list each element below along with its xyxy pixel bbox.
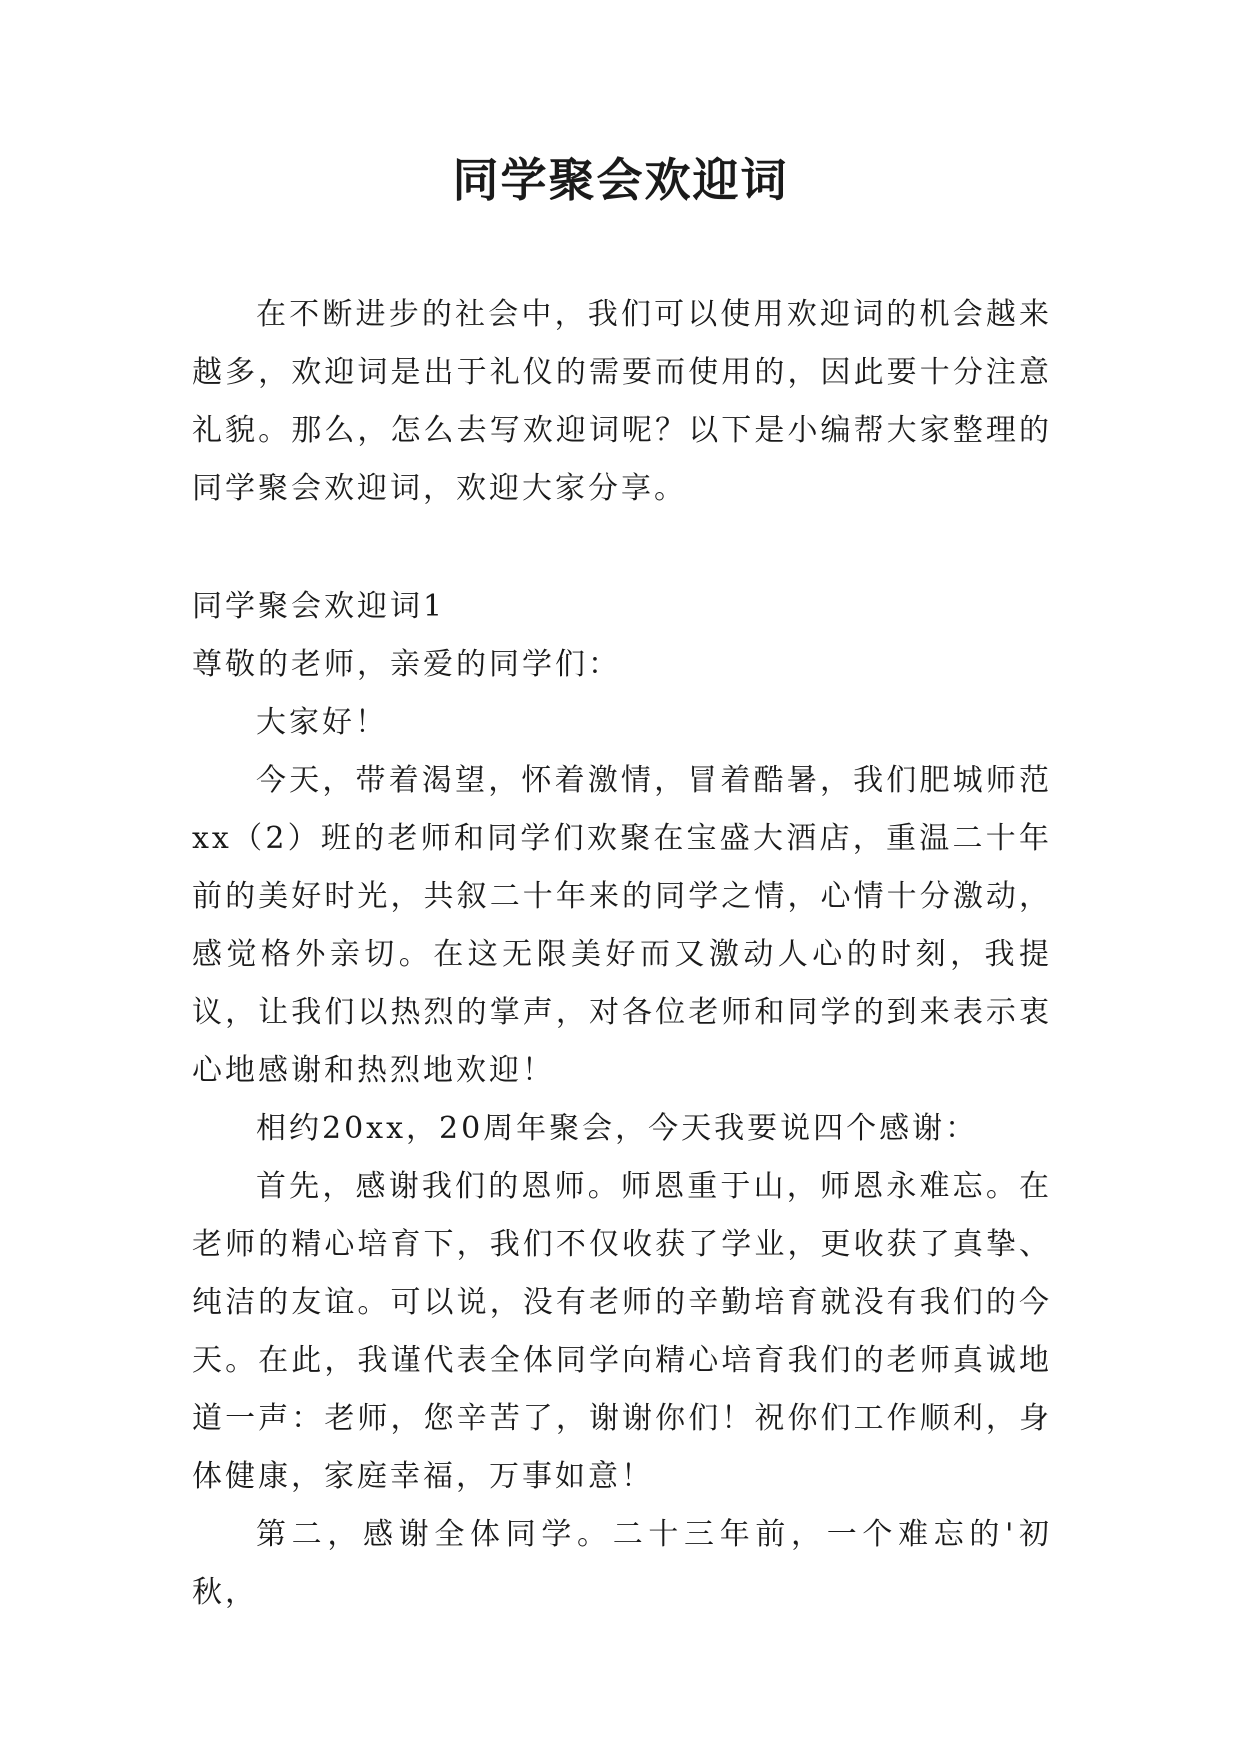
body-paragraph: 相约20xx，20周年聚会，今天我要说四个感谢： <box>256 1111 979 1146</box>
section-heading: 同学聚会欢迎词1 <box>192 589 446 624</box>
salutation: 尊敬的老师，亲爱的同学们： <box>192 647 621 682</box>
intro-block <box>192 286 1052 518</box>
body-paragraph: 首先，感谢我们的恩师。师恩重于山，师恩永难忘。在老师的精心培育下，我们不仅收获了学业，更收获了真挚、纯洁的友谊。可以说，没有老师的辛勤培育就没有我们的今天。在此，我谨代表全体同学向精心培育我们的老师真诚地道一声：老师，您辛苦了，谢谢你们！祝你们工作顺利，身体健康，家庭幸福，万事如意！ <box>192 1169 1052 1494</box>
intro-paragraph: 在不断进步的社会中，我们可以使用欢迎词的机会越来越多，欢迎词是出于礼仪的需要而使用的，因此要十分注意礼貌。那么，怎么去写欢迎词呢？以下是小编帮大家整理的同学聚会欢迎词，欢迎大家分享。 <box>192 297 1052 506</box>
greeting: 大家好！ <box>256 705 388 740</box>
body-paragraph: 第二，感谢全体同学。二十三年前，一个难忘的'初秋， <box>192 1517 1052 1610</box>
body-paragraph: 今天，带着渴望，怀着激情，冒着酷暑，我们肥城师范xx（2）班的老师和同学们欢聚在宝盛大酒店，重温二十年前的美好时光，共叙二十年来的同学之情，心情十分激动，感觉格外亲切。在这无限美好而又激动人心的时刻，我提议，让我们以热烈的掌声，对各位老师和同学的到来表示衷心地感谢和热烈地欢迎！ <box>192 763 1052 1088</box>
speech-block <box>192 578 1052 1622</box>
document-title: 同学聚会欢迎词 <box>452 153 789 207</box>
